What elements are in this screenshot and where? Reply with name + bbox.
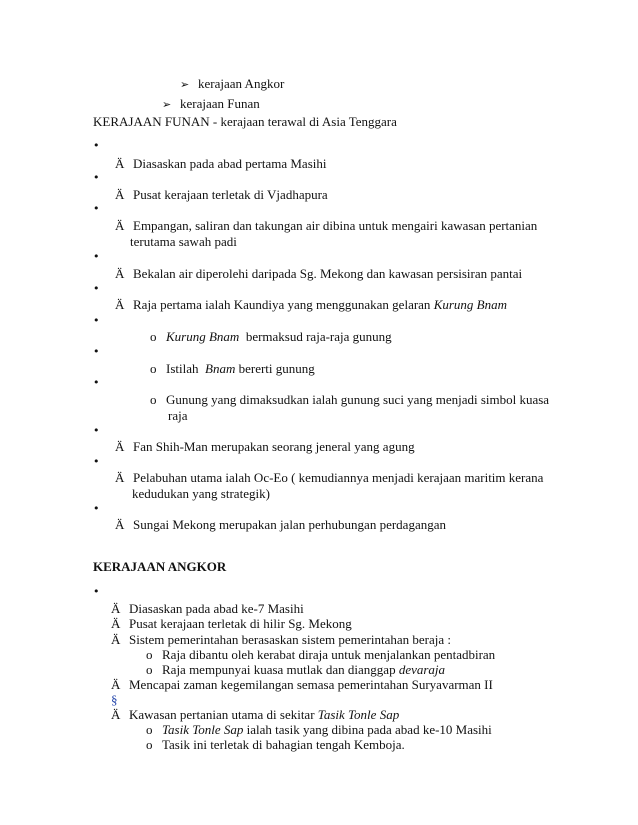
funan-item-continuation: kedudukan yang strategik)	[132, 486, 270, 501]
funan-item: Ä Sungai Mekong merupakan jalan perhubungan perdagangan	[115, 517, 446, 532]
angkor-item: Ä Diasaskan pada abad ke-7 Masihi	[111, 601, 304, 616]
funan-item: Ä Pusat kerajaan terletak di Vjadhapura	[115, 187, 328, 202]
angkor-subitem: o Tasik ini terletak di bahagian tengah Kemboja.	[146, 737, 405, 752]
bullet-icon: •	[93, 139, 100, 152]
bullet-icon: •	[93, 424, 100, 437]
angkor-item: Ä Kawasan pertanian utama di sekitar Tasik Tonle Sap	[111, 707, 400, 722]
bullet-icon: •	[93, 171, 100, 184]
angkor-subitem: o Tasik Tonle Sap ialah tasik yang dibina pada abad ke-10 Masihi	[146, 722, 492, 737]
funan-subitem: o Kurung Bnam bermaksud raja-raja gunung	[150, 329, 392, 344]
list-item-angkor: ➢ kerajaan Angkor	[180, 76, 285, 91]
arrow-bullet-icon: ➢	[162, 98, 172, 111]
bullet-icon: •	[93, 585, 100, 598]
funan-subitem-continuation: raja	[168, 408, 188, 423]
bullet-icon: •	[93, 202, 100, 215]
arrow-bullet-icon: ➢	[180, 78, 190, 91]
angkor-subitem: o Raja mempunyai kuasa mutlak dan dianggap devaraja	[146, 662, 446, 677]
bullet-icon: •	[93, 376, 100, 389]
funan-item: Ä Bekalan air diperolehi daripada Sg. Mekong dan kawasan persisiran pantai	[115, 266, 523, 281]
angkor-heading: KERAJAAN ANGKOR	[93, 559, 227, 574]
section-mark: §	[111, 692, 118, 707]
angkor-item: Ä Sistem pemerintahan berasaskan sistem pemerintahan beraja :	[111, 632, 451, 647]
funan-subitem: o Istilah Bnam bererti gunung	[150, 361, 315, 376]
funan-item: Ä Raja pertama ialah Kaundiya yang menggunakan gelaran Kurung Bnam	[115, 297, 507, 312]
angkor-item: Ä Pusat kerajaan terletak di hilir Sg. Mekong	[111, 616, 352, 631]
funan-item: Ä Pelabuhan utama ialah Oc-Eo ( kemudiannya menjadi kerajaan maritim kerana	[115, 470, 544, 485]
angkor-subitem: o Raja dibantu oleh kerabat diraja untuk menjalankan pentadbiran	[146, 647, 496, 662]
angkor-item: Ä Mencapai zaman kegemilangan semasa pemerintahan Suryavarman II	[111, 677, 493, 692]
funan-item: Ä Fan Shih-Man merupakan seorang jeneral yang agung	[115, 439, 415, 454]
bullet-icon: •	[93, 502, 100, 515]
funan-item: Ä Diasaskan pada abad pertama Masihi	[115, 156, 327, 171]
funan-item: Ä Empangan, saliran dan takungan air dibina untuk mengairi kawasan pertanian	[115, 218, 538, 233]
funan-heading: KERAJAAN FUNAN - kerajaan terawal di Asia Tenggara	[93, 114, 397, 129]
bullet-icon: •	[93, 455, 100, 468]
bullet-icon: •	[93, 314, 100, 327]
bullet-icon: •	[93, 345, 100, 358]
funan-item-continuation: terutama sawah padi	[130, 234, 237, 249]
bullet-icon: •	[93, 282, 100, 295]
bullet-icon: •	[93, 250, 100, 263]
list-item-funan: ➢ kerajaan Funan	[162, 96, 260, 111]
funan-subitem: o Gunung yang dimaksudkan ialah gunung suci yang menjadi simbol kuasa	[150, 392, 550, 407]
